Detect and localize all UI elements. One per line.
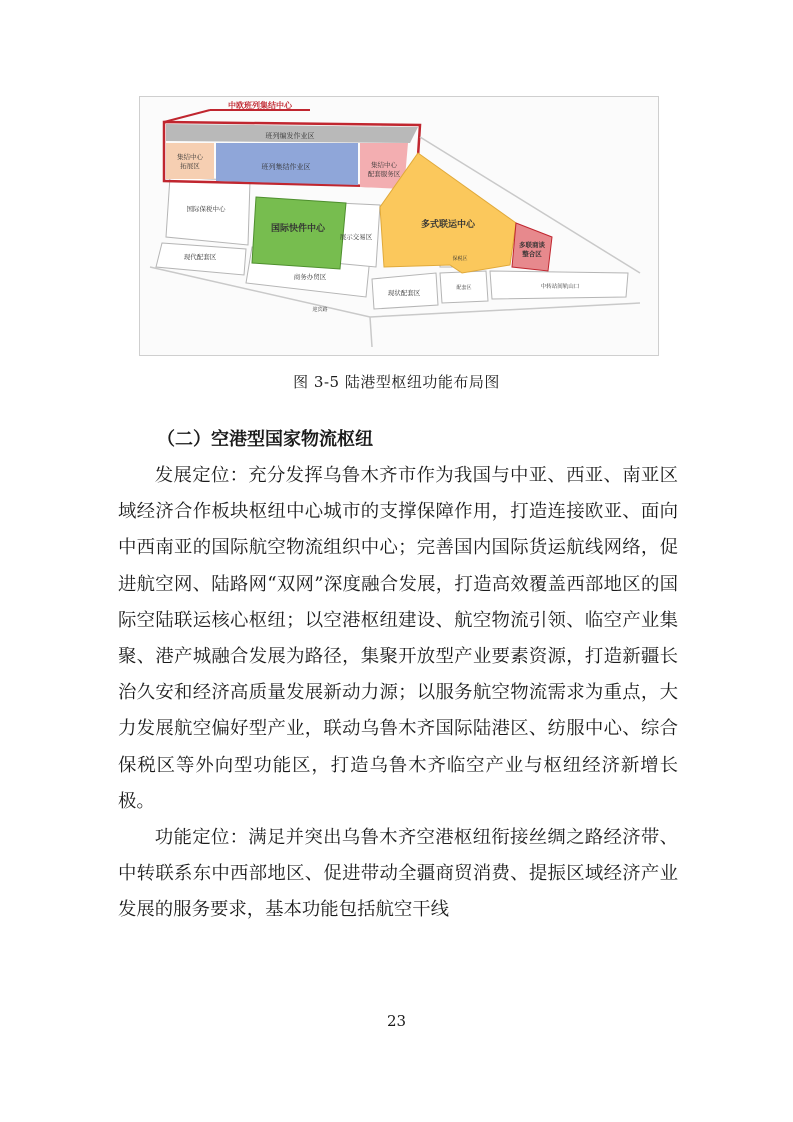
- page-number: 23: [386, 1012, 407, 1030]
- label-intl-express: 国际快件中心: [270, 224, 326, 234]
- hub-callout-line: [164, 110, 210, 122]
- label-intl-bonded: 国际保税中心: [186, 205, 226, 213]
- label-support-zone: 集结中心配套服务区: [367, 161, 401, 178]
- label-trade-service: 商务办贸区: [293, 273, 327, 281]
- label-exhibition: 展示交易区: [339, 233, 373, 241]
- zone-expansion: [166, 143, 214, 179]
- body-text: [118, 458, 678, 929]
- label-expansion-zone: 集结中心拓展区: [177, 153, 203, 170]
- label-multimodal: 多式联运中心: [420, 220, 476, 230]
- figure-caption: 图 3-5 陆港型枢纽功能布局图: [293, 373, 500, 391]
- label-small-block: 配套区: [456, 285, 472, 291]
- label-assembly-zone: 班列集结作业区: [261, 163, 311, 171]
- layout-map-figure: [139, 96, 659, 356]
- label-modern-logistics: 现代配套区: [183, 253, 217, 261]
- paragraph-development: 发展定位：充分发挥乌鲁木齐市作为我国与中亚、西亚、南亚区域经济合作板块枢纽中心城市的支撑保障作用，打造连接欧亚、面向中西南亚的国际航空物流组织中心；完善国内国际货运航线网络，促进航空网、陆路网“双网”深度融合发展，打造高效覆盖西部地区的国际空陆联运核心枢纽；以空港枢纽建设、航空物流引领、临空产业集聚、港产城融合发展为路径，集聚开放型产业要素资源，打造新疆长治久安和经济高质量发展新动力源；以服务航空物流需求为重点，大力发展航空偏好型产业，联动乌鲁木齐国际陆港区、纺服中心、综合保税区等外向型功能区，打造乌鲁木齐临空产业与枢纽经济新增长极。: [118, 465, 678, 812]
- section-heading: （二）空港型国家物流枢纽: [157, 429, 373, 450]
- label-departure-zone: 班列编发作业区: [265, 132, 315, 140]
- road-line-2: [370, 317, 372, 347]
- label-modern-logistics-2: 现状配套区: [387, 289, 421, 297]
- label-port-road: 中转站间轨山口: [540, 284, 580, 290]
- label-road: 迎宾路: [312, 307, 328, 313]
- label-hub-name: 中欧班列集结中心: [228, 101, 292, 110]
- paragraph-function: 功能定位：满足并突出乌鲁木齐空港枢纽衔接丝绸之路经济带、中转联系东中西部地区、促进带动全疆商贸消费、提振区域经济产业发展的服务要求，基本功能包括航空干线: [118, 827, 678, 921]
- layout-map: [140, 97, 658, 355]
- label-small-bonded: 保税区: [452, 256, 468, 262]
- label-multi-trade: 多联商谈整合区: [519, 241, 545, 258]
